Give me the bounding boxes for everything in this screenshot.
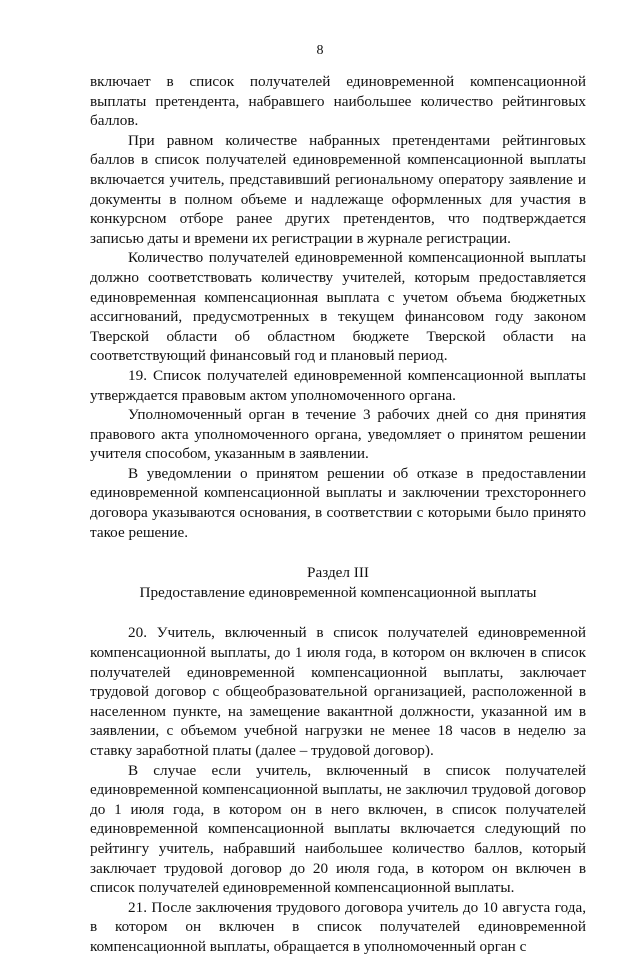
- document-body: [90, 72, 586, 957]
- paragraph-refusal-notice: В уведомлении о принятом решении об отказе в предоставлении единовременной компенсационной выплаты и заключении трехстороннего договора указываются основания, в соответствии с которыми было принято такое решение.: [90, 464, 586, 541]
- paragraph-next-candidate: В случае если учитель, включенный в список получателей единовременной компенсационной выплаты, не заключил трудовой договор до 1 июля года, в котором он в него включен, в список получателей единовременной компенсационной выплаты включается следующий по рейтингу учитель, набравший наибольшее количество баллов, который заключает трудовой договор до 20 июля года, в котором он включен в список получателей единовременной компенсационной выплаты.: [90, 761, 586, 897]
- paragraph-notification: Уполномоченный орган в течение 3 рабочих дней со дня принятия правового акта уполномоченного органа, уведомляет о принятом решении учителя способом, указанным в заявлении.: [90, 406, 586, 463]
- paragraph-continuation: включает в список получателей единовременной компенсационной выплаты претендента, набравшего наибольшее количество рейтинговых баллов.: [90, 73, 586, 130]
- paragraph-recipient-count: Количество получателей единовременной компенсационной выплаты должно соответствовать количеству учителей, которым предоставляется единовременная компенсационная выплата с учетом объема бюджетных ассигнований, предусмотренных в текущем финансовом году законом Тверской области об областном бюджете Тверской области на соответствующий финансовый год и плановый период.: [90, 249, 586, 365]
- paragraph-clause-20: 20. Учитель, включенный в список получателей единовременной компенсационной выплаты, до 1 июля года, в котором он включен в список получателей единовременной компенсационной выплаты, заключает трудовой договор с общеобразовательной организацией, расположенной в населенном пункте, на замещение вакантной должности, указанной им в заявлении, с объемом учебной нагрузки не менее 18 часов в неделю за ставку заработной платы (далее – трудовой договор).: [90, 624, 586, 759]
- paragraph-clause-21: 21. После заключения трудового договора учитель до 10 августа года, в котором он включен в список получателей единовременной компенсационной выплаты, обращается в уполномоченный орган с: [90, 898, 586, 955]
- paragraph-equal-score-rule: При равном количестве набранных претендентами рейтинговых баллов в список получателей единовременной компенсационной выплаты включается учитель, представивший региональному оператору заявление и документы в полном объеме и надлежаще оформленных для участия в конкурсном отборе ранее других претендентов, что подтверждается записью даты и времени их регистрации в журнале регистрации.: [90, 131, 586, 247]
- section-heading: Раздел III: [307, 564, 369, 582]
- paragraph-clause-19: 19. Список получателей единовременной компенсационной выплаты утверждается правовым актом уполномоченного органа.: [90, 366, 586, 404]
- page-number: 8: [316, 43, 324, 58]
- section-title: Предоставление единовременной компенсационной выплаты: [139, 583, 537, 601]
